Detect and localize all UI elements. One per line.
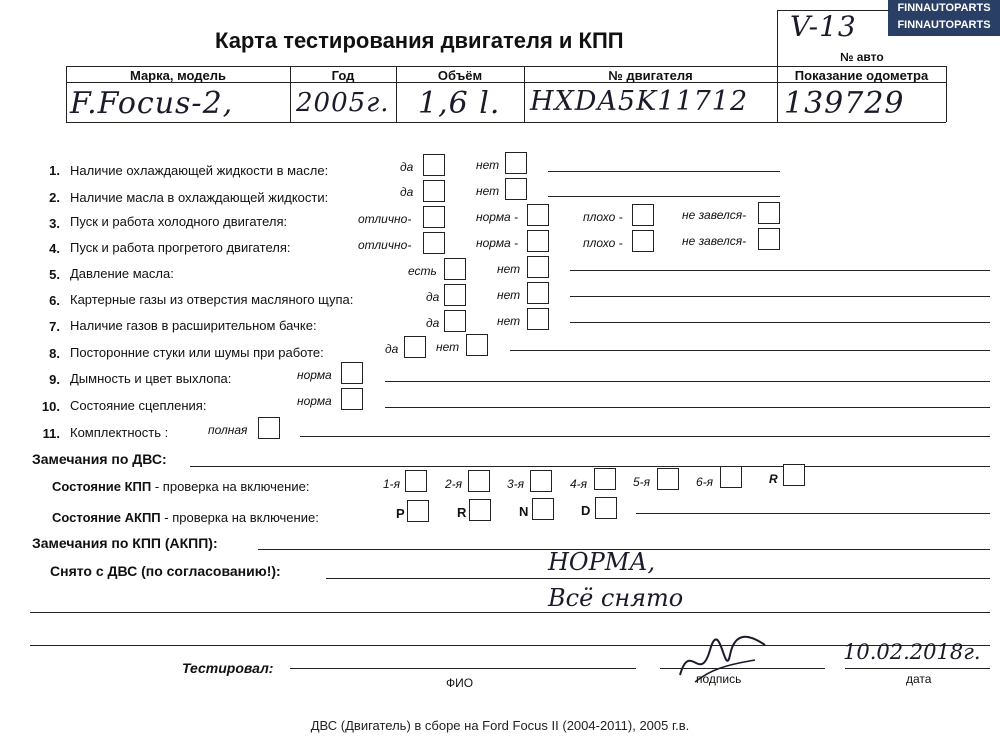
value-engine-no: HXDA5K11712 — [530, 86, 749, 117]
item-9-box-1[interactable] — [341, 362, 363, 384]
kpp-gear-5: 5-я — [633, 475, 651, 489]
item-5-text: Давление масла: — [70, 266, 174, 281]
item-10-text: Состояние сцепления: — [70, 398, 207, 413]
item-7-opt-2: нет — [497, 314, 521, 328]
kpp-gear-3-box[interactable] — [530, 470, 552, 492]
page-title: Карта тестирования двигателя и КПП — [215, 28, 624, 53]
item-4-box-2[interactable] — [527, 230, 549, 252]
header-odometer: Показание одометра — [794, 68, 929, 83]
item-10-number: 10. — [41, 399, 60, 414]
kpp-gear-r-box[interactable] — [783, 464, 805, 486]
removed-note: (по согласованию!): — [137, 563, 281, 579]
header-volume: Объём — [437, 68, 483, 83]
item-1-box-1[interactable] — [423, 154, 445, 176]
item-3-box-4[interactable] — [758, 202, 780, 224]
item-1-number: 1. — [49, 163, 60, 178]
akpp-gear-d: D — [581, 503, 591, 518]
item-9-text: Дымность и цвет выхлопа: — [70, 371, 232, 386]
item-2-opt-2: нет — [476, 184, 500, 198]
akpp-gear-n-box[interactable] — [532, 498, 554, 520]
akpp-gear-n: N — [519, 504, 529, 519]
item-1-opt-1: да — [400, 160, 414, 174]
item-5-box-2[interactable] — [527, 256, 549, 278]
value-odometer: 139729 — [784, 86, 905, 121]
item-7-opt-1: да — [426, 316, 440, 330]
header-make-model: Марка, модель — [129, 68, 227, 83]
logo-line-2: FINNAUTOPARTS — [897, 19, 991, 31]
kpp-gear-4-box[interactable] — [594, 468, 616, 490]
item-1-opt-2: нет — [476, 158, 500, 172]
tested-label: Тестировал: — [182, 660, 274, 676]
item-8-text: Посторонние стуки или шумы при работе: — [70, 345, 324, 360]
item-6-number: 6. — [49, 293, 60, 308]
image-caption: ДВС (Двигатель) в сборе на Ford Focus II (2004-2011), 2005 г.в. — [310, 718, 690, 733]
item-1-text: Наличие охлаждающей жидкости в масле: — [70, 163, 329, 178]
item-10-box-1[interactable] — [341, 388, 363, 410]
item-7-number: 7. — [49, 319, 60, 334]
kpp-gear-1: 1-я — [383, 477, 401, 491]
item-4-box-4[interactable] — [758, 228, 780, 250]
item-5-number: 5. — [49, 267, 60, 282]
item-8-number: 8. — [49, 346, 60, 361]
car-number-label: № авто — [840, 50, 884, 64]
item-6-box-1[interactable] — [444, 284, 466, 306]
item-3-number: 3. — [49, 216, 60, 231]
item-8-box-2[interactable] — [466, 334, 488, 356]
removed-value-2: Всё снято — [548, 584, 684, 612]
removed-row-label — [50, 563, 281, 579]
akpp-gear-p: P — [396, 506, 405, 521]
remarks-engine-label: Замечания по ДВС: — [32, 451, 167, 467]
item-4-opt-1: отлично- — [358, 238, 412, 252]
item-8-opt-1: да — [385, 342, 399, 356]
item-3-box-3[interactable] — [632, 204, 654, 226]
item-3-text: Пуск и работа холодного двигателя: — [70, 214, 288, 229]
item-5-opt-2: нет — [497, 262, 521, 276]
item-2-text: Наличие масла в охлаждающей жидкости: — [70, 190, 329, 205]
kpp-check: - проверка на включение: — [151, 479, 310, 494]
item-6-opt-2: нет — [497, 288, 521, 302]
item-6-box-2[interactable] — [527, 282, 549, 304]
akpp-row-label — [52, 510, 319, 525]
item-6-opt-1: да — [426, 290, 440, 304]
item-5-opt-1: есть — [408, 264, 437, 278]
item-4-number: 4. — [49, 241, 60, 256]
header-engine-no: № двигателя — [608, 68, 693, 83]
item-1-box-2[interactable] — [505, 152, 527, 174]
kpp-label: Состояние КПП — [52, 479, 152, 494]
date-value: 10.02.2018г. — [843, 640, 981, 664]
kpp-gear-6-box[interactable] — [720, 466, 742, 488]
item-4-box-3[interactable] — [632, 230, 654, 252]
item-4-opt-4: не завелся- — [682, 234, 747, 248]
akpp-gear-r: R — [457, 505, 467, 520]
akpp-check: - проверка на включение: — [160, 510, 319, 525]
car-number-value: V-13 — [790, 10, 857, 43]
item-2-number: 2. — [49, 190, 60, 205]
item-4-box-1[interactable] — [423, 232, 445, 254]
kpp-gear-1-box[interactable] — [405, 470, 427, 492]
kpp-row-label — [52, 479, 309, 494]
kpp-gear-2: 2-я — [445, 477, 463, 491]
item-11-opt-1: полная — [208, 423, 248, 437]
item-2-box-1[interactable] — [423, 180, 445, 202]
item-9-opt-1: норма — [297, 368, 332, 382]
item-11-box-1[interactable] — [258, 417, 280, 439]
date-label: дата — [906, 672, 932, 686]
item-7-box-2[interactable] — [527, 308, 549, 330]
item-2-box-2[interactable] — [505, 178, 527, 200]
item-5-box-1[interactable] — [444, 258, 466, 280]
kpp-gear-5-box[interactable] — [657, 468, 679, 490]
value-volume: 1,6 l. — [418, 86, 501, 121]
item-3-box-1[interactable] — [423, 206, 445, 228]
item-3-opt-4: не завелся- — [682, 208, 747, 222]
akpp-gear-d-box[interactable] — [595, 497, 617, 519]
signature-label: подпись — [696, 672, 742, 686]
item-3-opt-3: плохо - — [583, 210, 623, 224]
item-7-text: Наличие газов в расширительном бачке: — [70, 318, 317, 333]
value-year: 2005г. — [296, 88, 390, 118]
remarks-gearbox-label: Замечания по КПП (АКПП): — [32, 535, 218, 551]
item-4-opt-3: плохо - — [583, 236, 623, 250]
brand-logo — [888, 0, 1000, 36]
item-3-opt-1: отлично- — [358, 212, 412, 226]
item-8-box-1[interactable] — [404, 336, 426, 358]
value-make-model: F.Focus-2, — [70, 86, 234, 121]
item-11-text: Комплектность : — [70, 425, 169, 440]
logo-line-1: FINNAUTOPARTS — [897, 2, 991, 14]
akpp-label: Состояние АКПП — [52, 510, 161, 525]
item-8-opt-2: нет — [436, 340, 460, 354]
item-7-box-1[interactable] — [444, 310, 466, 332]
item-3-opt-2: норма - — [476, 210, 519, 224]
kpp-gear-6: 6-я — [696, 475, 714, 489]
item-4-text: Пуск и работа прогретого двигателя: — [70, 240, 291, 255]
kpp-gear-3: 3-я — [507, 477, 525, 491]
fio-label: ФИО — [446, 676, 474, 690]
item-4-opt-2: норма - — [476, 236, 519, 250]
kpp-gear-r: R — [769, 472, 778, 486]
header-year: Год — [331, 68, 355, 83]
akpp-gear-r-box[interactable] — [469, 499, 491, 521]
removed-value-1: НОРМА, — [548, 548, 656, 576]
item-11-number: 11. — [42, 426, 60, 441]
kpp-gear-4: 4-я — [570, 477, 588, 491]
removed-label: Снято с ДВС — [50, 563, 138, 579]
akpp-gear-p-box[interactable] — [407, 500, 429, 522]
item-2-opt-1: да — [400, 185, 414, 199]
item-9-number: 9. — [49, 372, 60, 387]
item-3-box-2[interactable] — [527, 204, 549, 226]
kpp-gear-2-box[interactable] — [468, 470, 490, 492]
item-10-opt-1: норма — [297, 394, 332, 408]
item-6-text: Картерные газы из отверстия масляного щупа: — [70, 292, 354, 307]
